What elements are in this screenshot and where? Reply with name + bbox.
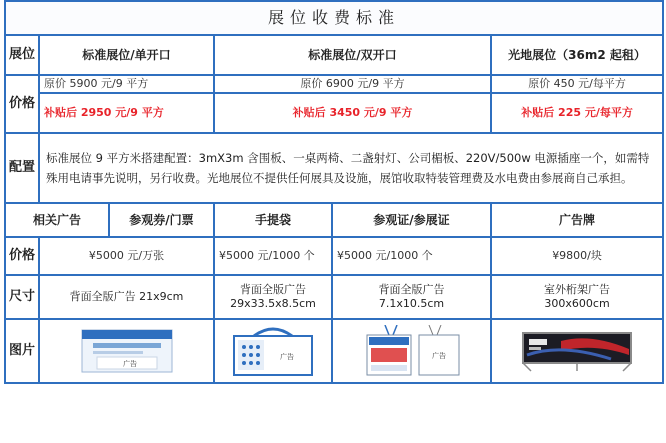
config-label: 配置 bbox=[5, 133, 39, 203]
original-price-single: 原价 5900 元/9 平方 bbox=[39, 75, 214, 93]
original-price-raw-space: 原价 450 元/每平方 bbox=[491, 75, 663, 93]
ad-price-handbag: ¥5000 元/1000 个 bbox=[214, 237, 332, 275]
ad-image-badge-cell bbox=[332, 319, 491, 383]
ads-price-label: 价格 bbox=[5, 237, 39, 275]
ad-size-badge bbox=[332, 275, 491, 319]
ad-size-badge-title: 背面全版广告 bbox=[378, 283, 445, 296]
config-description: 标准展位 9 平方米搭建配置：3mX3m 含围板、一桌两椅、二盏射灯、公司楣板、220V/500w 电源插座一个，如需特殊用电请事先说明，另行收费。光地展位不提供任何展具及设施，展馆收取特装管理费及水电费由参展商自己承担。 bbox=[39, 133, 663, 203]
ads-size-row bbox=[5, 275, 663, 319]
ad-price-badge: ¥5000 元/1000 个 bbox=[332, 237, 491, 275]
booth-fee-table bbox=[4, 0, 664, 384]
booth-row-label: 展位 bbox=[5, 35, 39, 75]
subsidy-price-single: 补贴后 2950 元/9 平方 bbox=[39, 93, 214, 133]
ad-size-billboard-dims: 300x600cm bbox=[544, 297, 610, 310]
ads-header-row bbox=[5, 203, 663, 237]
billboard-image bbox=[521, 329, 633, 373]
ad-image-handbag-cell bbox=[214, 319, 332, 383]
ad-item-billboard: 广告牌 bbox=[491, 203, 663, 237]
ad-size-handbag-dims: 29x33.5x8.5cm bbox=[230, 297, 316, 310]
booth-type-double: 标准展位/双开口 bbox=[214, 35, 491, 75]
ad-image-ticket-cell bbox=[39, 319, 214, 383]
ad-item-badge: 参观证/参展证 bbox=[332, 203, 491, 237]
booth-type-row bbox=[5, 35, 663, 75]
ad-size-handbag-title: 背面全版广告 bbox=[240, 283, 306, 296]
booth-type-raw-space: 光地展位（36m2 起租） bbox=[491, 35, 663, 75]
ticket-image bbox=[81, 329, 173, 373]
config-row bbox=[5, 133, 663, 203]
ads-image-label: 图片 bbox=[5, 319, 39, 383]
ad-item-handbag: 手提袋 bbox=[214, 203, 332, 237]
ads-size-label: 尺寸 bbox=[5, 275, 39, 319]
ad-price-ticket: ¥5000 元/万张 bbox=[39, 237, 214, 275]
ad-size-ticket-title: 背面全版广告 21x9cm bbox=[69, 290, 184, 303]
badge-image bbox=[357, 325, 467, 377]
ads-image-row bbox=[5, 319, 663, 383]
ad-price-billboard: ¥9800/块 bbox=[491, 237, 663, 275]
ads-header-label: 相关广告 bbox=[5, 203, 109, 237]
ad-image-billboard-cell bbox=[491, 319, 663, 383]
ad-size-badge-dims: 7.1x10.5cm bbox=[378, 297, 445, 310]
ad-size-ticket bbox=[39, 275, 214, 319]
ticket-ad-text: 广告 bbox=[122, 360, 137, 368]
ad-size-billboard-title: 室外桁架广告 bbox=[544, 283, 611, 296]
booth-original-price-row bbox=[5, 75, 663, 93]
badge-ad-text: 广告 bbox=[431, 352, 446, 360]
ad-item-ticket: 参观券/门票 bbox=[109, 203, 214, 237]
original-price-double: 原价 6900 元/9 平方 bbox=[214, 75, 491, 93]
handbag-ad-text: 广告 bbox=[280, 353, 294, 361]
handbag-image bbox=[230, 326, 316, 376]
ad-size-handbag bbox=[214, 275, 332, 319]
booth-price-label: 价格 bbox=[5, 75, 39, 133]
subsidy-price-double: 补贴后 3450 元/9 平方 bbox=[214, 93, 491, 133]
subsidy-price-raw-space: 补贴后 225 元/每平方 bbox=[491, 93, 663, 133]
booth-subsidy-price-row bbox=[5, 93, 663, 133]
price-sheet bbox=[4, 0, 662, 441]
booth-type-single: 标准展位/单开口 bbox=[39, 35, 214, 75]
ads-price-row bbox=[5, 237, 663, 275]
page-title: 展位收费标准 bbox=[5, 1, 663, 35]
ad-size-billboard bbox=[491, 275, 663, 319]
title-row bbox=[5, 1, 663, 35]
